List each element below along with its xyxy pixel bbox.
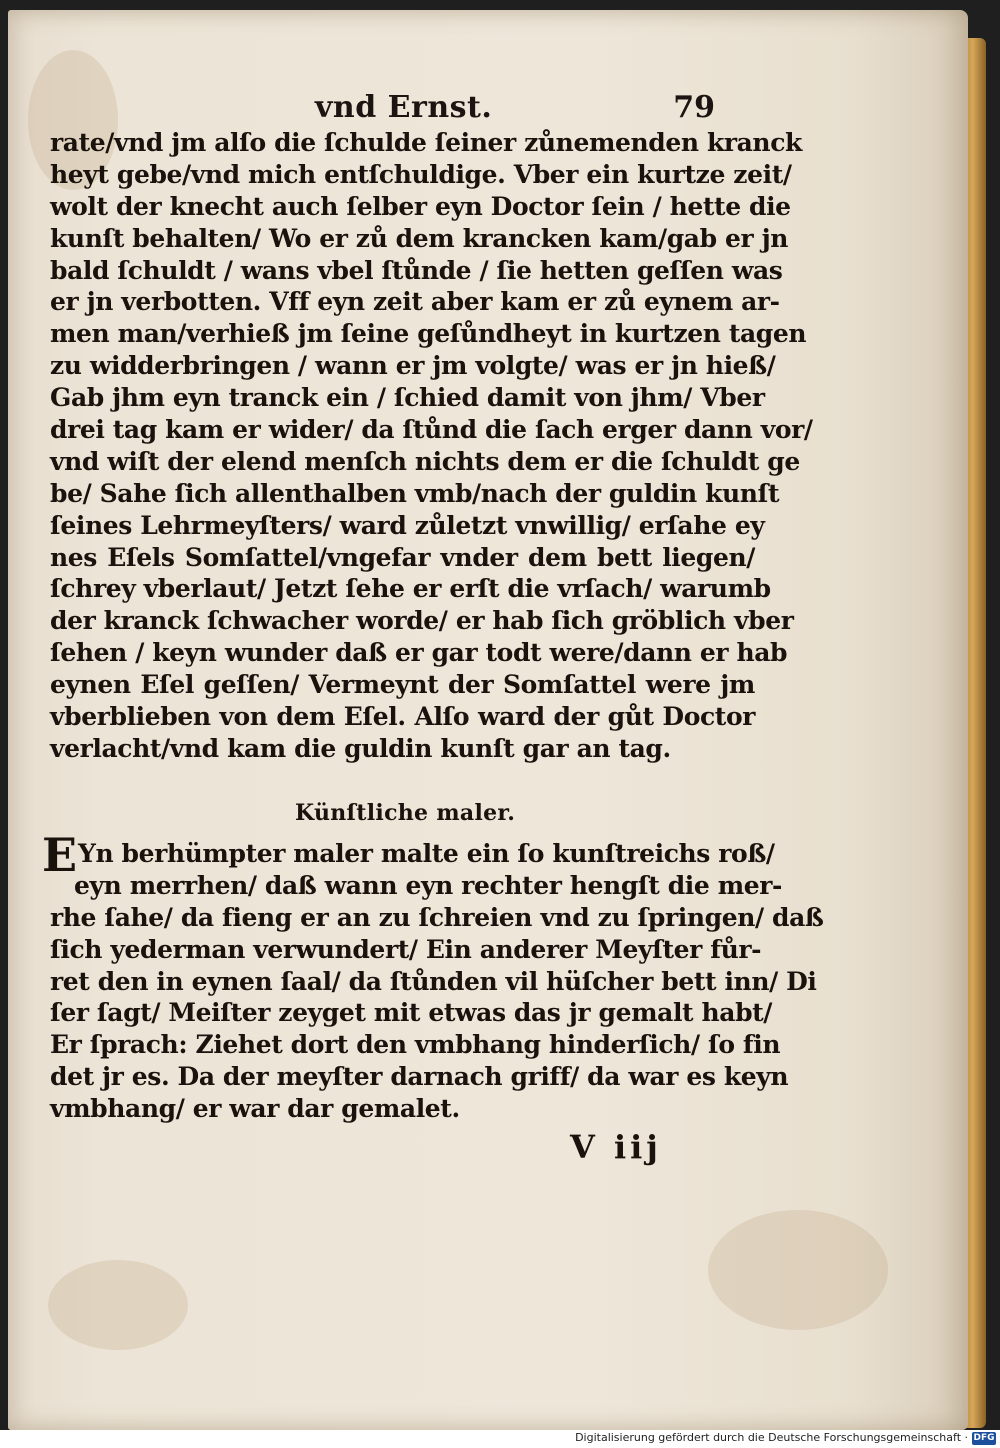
text-line: vmbhang/ er war dar gemalet. — [50, 1094, 460, 1124]
text-line: er jn verbotten. Vff eyn zeit aber kam er zů eynem ar‑ — [50, 287, 780, 317]
text-line: vberblieben von dem Eſel. Alſo ward der gůt Doctor — [50, 702, 755, 732]
text-line: men man/verhieß jm ſeine geſůndheyt in kurtzen tagen — [50, 319, 807, 349]
text-line: ret den in eynen ſaal/ da ſtůnden vil hüſcher bett inn/ Di — [50, 966, 817, 996]
text-line: Yn berhümpter maler malte ein ſo kunſtreichs roß/ — [78, 839, 775, 868]
dfg-logo: DFG — [973, 1433, 995, 1443]
text-line: nes Eſels Somſattel/vngefar vnder dem bett liegen/ — [50, 542, 755, 572]
text-line: zu widderbringen / wann er jm volgte/ was er jn hieß/ — [50, 351, 776, 381]
paper-stain — [48, 1260, 188, 1350]
text-line: verlacht/vnd kam die guldin kunſt gar an tag. — [50, 733, 671, 763]
text-line: be/ Sahe ſich allenthalben vmb/nach der guldin kunſt — [50, 478, 780, 508]
text-line: drei tag kam er wider/ da ſtůnd die ſach erger dann vor/ — [50, 415, 813, 445]
page-header — [315, 90, 715, 130]
signature-mark: V iij — [570, 1128, 662, 1166]
text-line: rhe ſahe/ da fieng er an zu ſchreien vnd zu ſpringen/ daß — [50, 902, 824, 932]
text-line: der kranck ſchwacher worde/ er hab ſich gröblich vber — [50, 606, 794, 636]
page-number: 79 — [673, 90, 715, 125]
text-line: ſeines Lehrmeyſters/ ward zůletzt vnwillig/ erſahe ey — [50, 510, 765, 540]
text-line: ſehen / keyn wunder daß er gar todt were/dann er hab — [50, 638, 788, 668]
text-line: ſchrey vberlaut/ Jetzt ſehe er erſt die vrſach/ warumb — [50, 574, 771, 604]
text-line: Gab jhm eyn tranck ein / ſchied damit von jhm/ Vber — [50, 383, 765, 413]
text-line: vnd wiſt der elend menſch nichts dem er die ſchuldt ge — [50, 446, 800, 476]
running-head: vnd Ernst. — [315, 90, 493, 125]
text-line: ſich yederman verwundert/ Ein anderer Meyſter fůr‑ — [50, 934, 762, 964]
text-line: kunſt behalten/ Wo er zů dem krancken kam/gab er jn — [50, 223, 788, 253]
text-line: eynen Eſel geſſen/ Vermeynt der Somſattel were jm — [50, 670, 755, 700]
text-line: heyt gebe/vnd mich entſchuldige. Vber ein kurtze zeit/ — [50, 159, 792, 189]
drop-initial: E — [42, 828, 78, 882]
section-heading: Künſtliche maler. — [295, 800, 516, 826]
text-line: ſer ſagt/ Meiſter zeyget mit etwas das jr gemalt habt/ — [50, 998, 773, 1028]
paper-stain — [708, 1210, 888, 1330]
text-line: det jr es. Da der meyſter darnach griff/ da war es keyn — [50, 1062, 789, 1092]
funding-credit: Digitalisierung gefördert durch die Deutsche Forschungsgemeinschaft · — [575, 1431, 968, 1444]
paragraph-2 — [50, 838, 824, 1125]
paragraph-1 — [50, 127, 813, 765]
text-line: rate/vnd jm alſo die ſchulde ſeiner zůnemenden kranck — [50, 128, 802, 157]
footer-bar — [0, 1430, 1000, 1448]
text-line: wolt der knecht auch ſelber eyn Doctor ſein / hette die — [50, 191, 791, 221]
text-line: Er ſprach: Ziehet dort den vmbhang hinderſich/ ſo fin — [50, 1030, 781, 1060]
text-line: eyn merrhen/ daß wann eyn rechter hengſt die mer‑ — [74, 870, 783, 900]
text-line: bald ſchuldt / wans vbel ſtůnde / ſie hetten geſſen was — [50, 255, 783, 285]
